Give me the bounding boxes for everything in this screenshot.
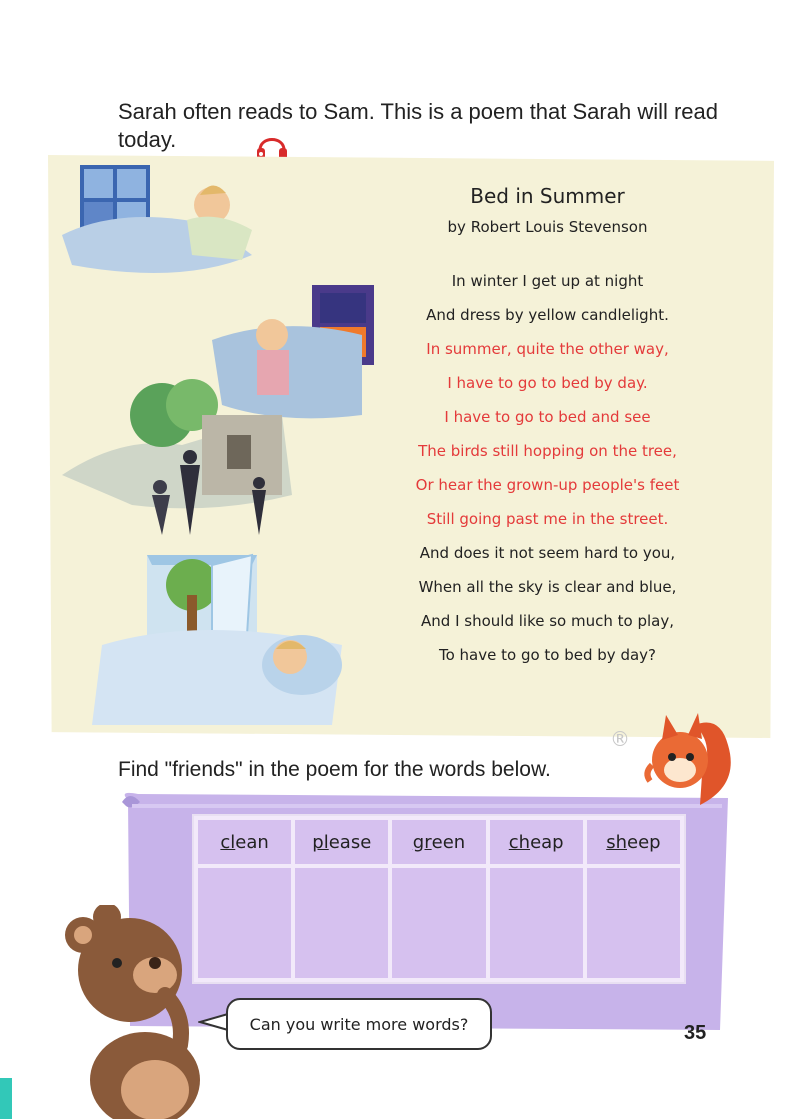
poem-line: And does it not seem hard to you,	[419, 544, 676, 562]
poem-line-highlighted: Or hear the grown-up people's feet	[415, 476, 680, 494]
poem-line: And I should like so much to play,	[421, 612, 674, 630]
word-rest-part: een	[431, 831, 466, 853]
poem-title: Bed in Summer	[470, 184, 625, 208]
poem-line-highlighted: In summer, quite the other way,	[426, 340, 669, 358]
word-cell-green	[392, 820, 485, 864]
poem-line-highlighted: The birds still hopping on the tree,	[418, 442, 677, 460]
poem-line: In winter I get up at night	[451, 272, 644, 290]
answer-cell[interactable]	[392, 868, 485, 978]
word-underlined-part: sh	[606, 831, 627, 853]
poem-line-highlighted: Still going past me in the street.	[426, 510, 669, 528]
word-underlined-part: cl	[220, 831, 236, 853]
poem-line: When all the sky is clear and blue,	[418, 578, 677, 596]
poem-line-highlighted: I have to go to bed and see	[444, 408, 651, 426]
page-edge-tab	[0, 1078, 12, 1119]
word-rest-part: ean	[235, 831, 269, 853]
page-number: 35	[684, 1022, 707, 1044]
intro-text: Sarah often reads to Sam. This is a poem that Sarah will read today.	[118, 99, 719, 152]
poem-line: And dress by yellow candlelight.	[426, 306, 669, 324]
poem-illustration	[62, 165, 382, 725]
word-rest-part: eap	[530, 831, 564, 853]
poem	[385, 180, 710, 672]
word-underlined-part: gr	[412, 831, 432, 853]
word-cell-please	[295, 820, 388, 864]
answer-cell[interactable]	[490, 868, 583, 978]
poem-line-highlighted: I have to go to bed by day.	[447, 374, 648, 392]
word-underlined-part: ch	[508, 831, 531, 853]
speech-bubble: Can you write more words?	[226, 998, 492, 1050]
poem-author: by Robert Louis Stevenson	[447, 218, 648, 236]
exercise-heading: Find "friends" in the poem for the words below.	[118, 758, 551, 781]
registered-mark: ®	[610, 727, 630, 751]
word-cell-clean	[198, 820, 291, 864]
word-cell-cheap	[490, 820, 583, 864]
squirrel-mascot	[640, 705, 740, 815]
word-underlined-part: pl	[312, 831, 329, 853]
word-rest-part: eep	[627, 831, 661, 853]
bear-mascot	[55, 905, 215, 1119]
answer-cell[interactable]	[587, 868, 680, 978]
word-table	[192, 814, 686, 984]
poem-line: To have to go to bed by day?	[438, 646, 656, 664]
answer-cell[interactable]	[295, 868, 388, 978]
word-cell-sheep	[587, 820, 680, 864]
word-rest-part: ease	[328, 831, 372, 853]
